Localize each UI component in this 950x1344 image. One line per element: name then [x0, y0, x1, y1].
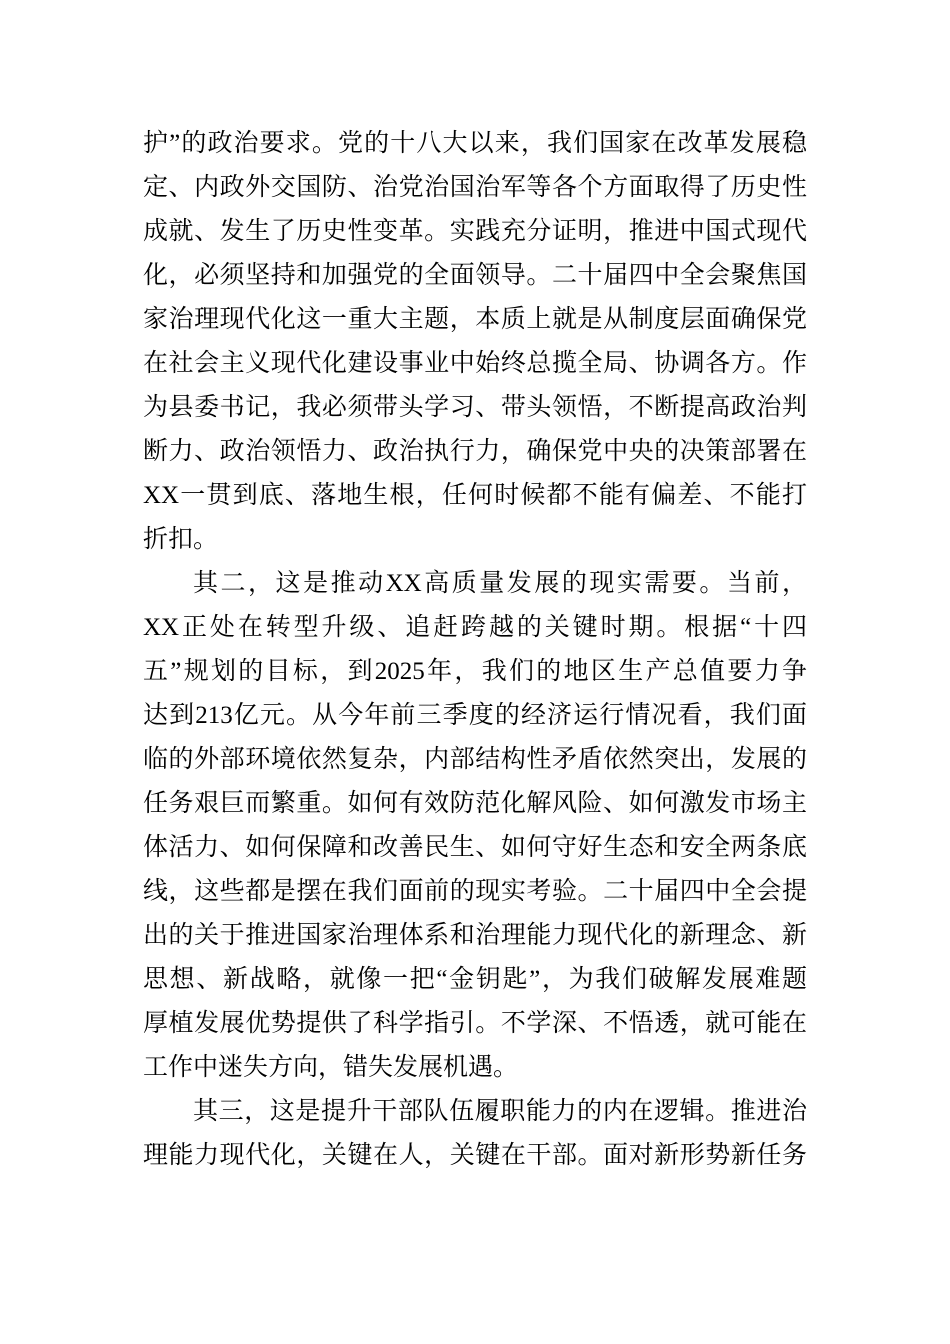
- text-line: 定、内政外交国防、治党治国治军等各个方面取得了历史性: [143, 174, 807, 201]
- paragraph-qi-er: [143, 562, 807, 1090]
- text-line: 在社会主义现代化建设事业中始终总揽全局、协调各方。作: [143, 350, 807, 377]
- text-line: 其二，这是推动XX高质量发展的现实需要。当前，: [193, 570, 807, 597]
- text-line: 厚植发展优势提供了科学指引。不学深、不悟透，就可能在: [143, 1010, 807, 1037]
- text-line: 出的关于推进国家治理体系和治理能力现代化的新理念、新: [143, 922, 807, 949]
- document-body: [143, 122, 807, 1178]
- text-line: 体活力、如何保障和改善民生、如何守好生态和安全两条底: [143, 834, 807, 861]
- text-line: 为县委书记，我必须带头学习、带头领悟，不断提高政治判: [143, 394, 807, 421]
- text-line: 护”的政治要求。党的十八大以来，我们国家在改革发展稳: [143, 130, 807, 157]
- text-line: 临的外部环境依然复杂，内部结构性矛盾依然突出，发展的: [143, 746, 807, 773]
- text-line: 断力、政治领悟力、政治执行力，确保党中央的决策部署在: [143, 438, 807, 465]
- text-line: 其三，这是提升干部队伍履职能力的内在逻辑。推进治: [193, 1098, 807, 1125]
- text-line: 工作中迷失方向，错失发展机遇。: [143, 1054, 519, 1081]
- text-line: 理能力现代化，关键在人，关键在干部。面对新形势新任务: [143, 1142, 807, 1169]
- text-line: 任务艰巨而繁重。如何有效防范化解风险、如何激发市场主: [143, 790, 807, 817]
- text-line: 思想、新战略，就像一把“金钥匙”，为我们破解发展难题: [143, 966, 807, 993]
- text-line: 家治理现代化这一重大主题，本质上就是从制度层面确保党: [143, 306, 807, 333]
- text-line: 达到213亿元。从今年前三季度的经济运行情况看，我们面: [143, 702, 807, 729]
- text-line: 线，这些都是摆在我们面前的现实考验。二十届四中全会提: [143, 878, 807, 905]
- text-line: XX一贯到底、落地生根，任何时候都不能有偏差、不能打: [143, 482, 807, 509]
- paragraph-qi-san: [143, 1090, 807, 1178]
- text-line: 五”规划的目标，到2025年，我们的地区生产总值要力争: [143, 658, 807, 685]
- text-line: XX正处在转型升级、追赶跨越的关键时期。根据“十四: [143, 614, 807, 641]
- text-line: 化，必须坚持和加强党的全面领导。二十届四中全会聚焦国: [143, 262, 807, 289]
- paragraph-continuation-qi-yi: [143, 122, 807, 562]
- text-line: 折扣。: [143, 526, 219, 553]
- text-line: 成就、发生了历史性变革。实践充分证明，推进中国式现代: [143, 218, 807, 245]
